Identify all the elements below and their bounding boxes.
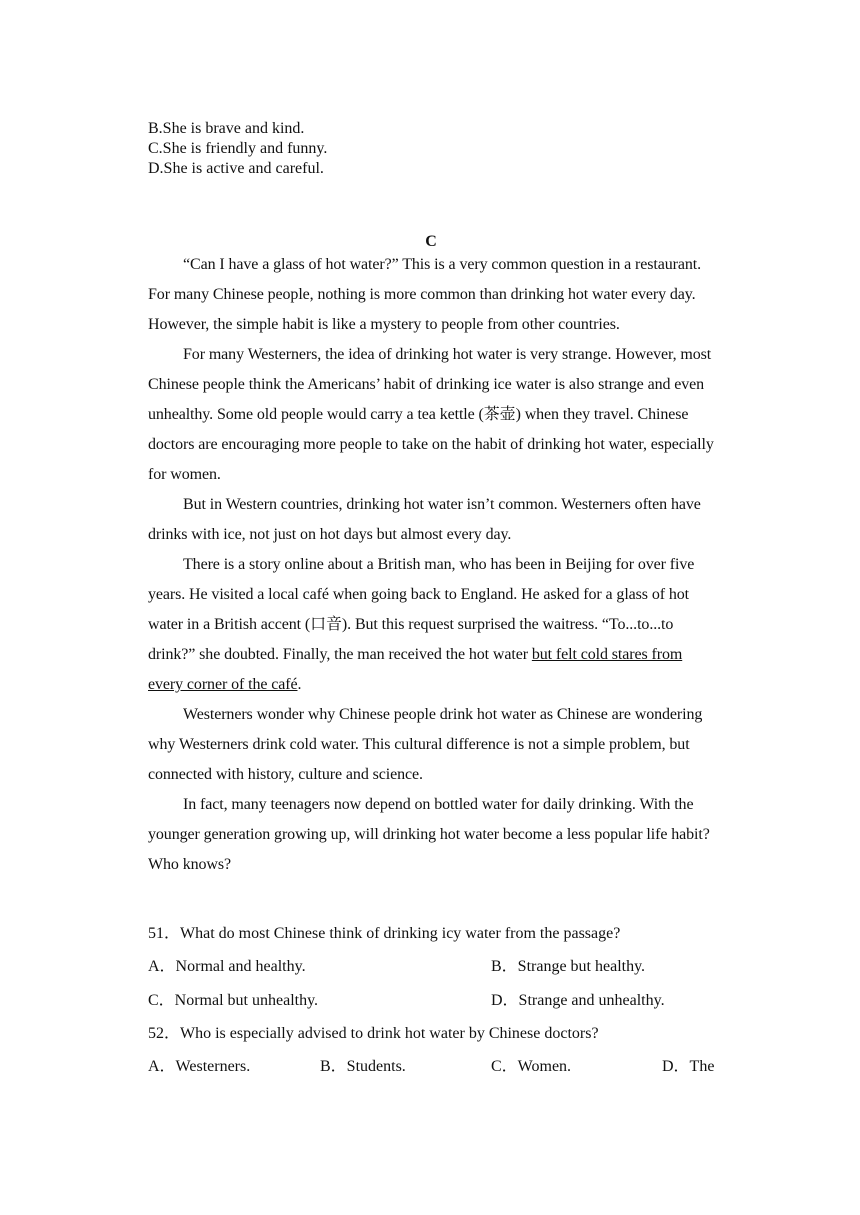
- question-52-stem: 52．Who is especially advised to drink hot water by Chinese doctors?: [148, 1025, 599, 1042]
- previous-question-options: [148, 119, 327, 179]
- question-51-options-row-2: [148, 984, 728, 1018]
- reading-passage: [148, 250, 714, 880]
- passage-paragraph-6: In fact, many teenagers now depend on bottled water for daily drinking. With the younger generation growing up, will drinking hot water become a less popular life habit? Who knows?: [148, 796, 710, 873]
- paragraph-4-end: .: [297, 676, 302, 693]
- question-51-option-a: A．Normal and healthy.: [148, 958, 306, 975]
- passage-paragraph-4: [148, 550, 714, 700]
- question-51-stem: 51．What do most Chinese think of drinking icy water from the passage?: [148, 925, 621, 942]
- underlined-phrase: but felt cold stares from every corner of the café: [148, 646, 683, 693]
- passage-paragraph-1: “Can I have a glass of hot water?” This is a very common question in a restaurant. For many Chinese people, nothing is more common than drinking hot water every day. However, the simple habit is like a mystery to people from other countries.: [148, 256, 702, 333]
- option-b: B.She is brave and kind.: [148, 120, 305, 137]
- question-52-option-a: A．Westerners.: [148, 1058, 251, 1075]
- question-52-option-d: D．The: [662, 1058, 715, 1075]
- passage-paragraph-2: For many Westerners, the idea of drinking hot water is very strange. However, most Chinese people think the Americans’ habit of drinking ice water is also strange and even unhealthy. Some old people would carry a tea kettle (茶壶) when they travel. Chinese doctors are encouraging more people to take on the habit of drinking hot water, especially for women.: [148, 346, 714, 483]
- section-title: C: [425, 233, 437, 250]
- passage-paragraph-3: But in Western countries, drinking hot water isn’t common. Westerners often have drinks with ice, not just on hot days but almost every day.: [148, 496, 701, 543]
- question-list: [148, 918, 728, 1084]
- passage-paragraph-5: Westerners wonder why Chinese people drink hot water as Chinese are wondering why Westerners drink cold water. This cultural difference is not a simple problem, but connected with history, culture and science.: [148, 706, 703, 783]
- question-52-options-row: [148, 1050, 728, 1084]
- paragraph-4-text: There is a story online about a British man, who has been in Beijing for over five years. He visited a local café when going back to England. He asked for a glass of hot water in a British accent (口音). But this request surprised the waitress. “To...to...to drink?” she doubted. Finally, the man received the hot water: [148, 556, 695, 663]
- question-51-options-row-1: [148, 950, 728, 984]
- question-51-option-b: B．Strange but healthy.: [491, 958, 646, 975]
- question-52-option-c: C．Women.: [491, 1058, 572, 1075]
- option-d: D.She is active and careful.: [148, 160, 324, 177]
- question-51-option-c: C．Normal but unhealthy.: [148, 992, 319, 1009]
- option-c: C.She is friendly and funny.: [148, 140, 328, 157]
- question-52-option-b: B．Students.: [320, 1058, 406, 1075]
- question-51-option-d: D．Strange and unhealthy.: [491, 992, 665, 1009]
